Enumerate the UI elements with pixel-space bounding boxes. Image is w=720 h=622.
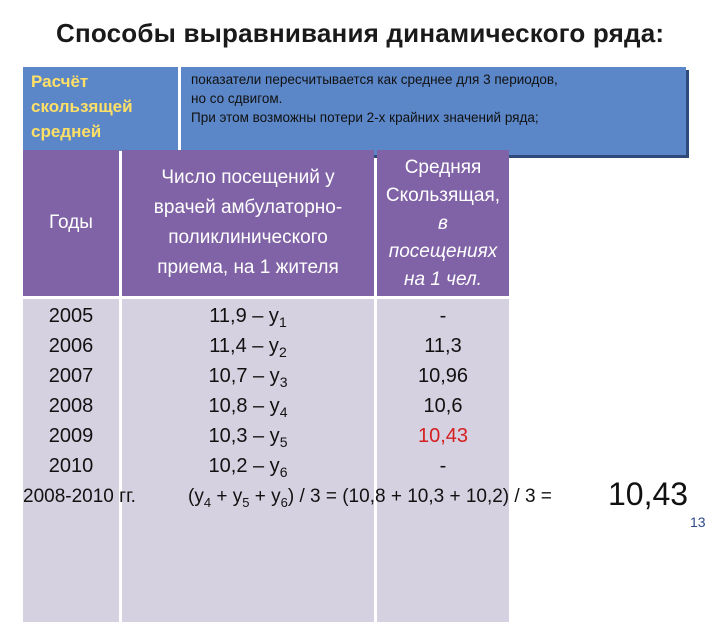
year-cell: 2005 — [48, 305, 94, 327]
header-visits-line: поликлинического — [168, 227, 328, 248]
year-cell: 2009 — [48, 425, 94, 447]
header-visits-line: Число посещений у — [161, 167, 335, 188]
avg-cell: - — [439, 305, 447, 327]
header-avg-line: посещениях — [388, 241, 498, 262]
method-label-line: средней — [31, 122, 102, 141]
formula-period: 2008-2010 гг. — [23, 486, 136, 507]
method-description-box — [181, 67, 686, 155]
formula-expression: $(y_4 + y_5 + y_6) / 3 = (10,8 + 10,3 + 10,2) / 3$ = — [188, 486, 552, 510]
visits-cell: $10,3 - y_5$ — [208, 425, 288, 450]
header-moving-average — [377, 150, 509, 296]
header-avg-line: в — [438, 213, 448, 234]
visits-cell: $10,8 - y_4$ — [208, 395, 288, 420]
year-cell: 2010 — [48, 455, 94, 477]
avg-cell: 11,3 — [424, 335, 462, 357]
avg-cell: - — [439, 455, 447, 477]
description-line: показатели пересчитывается как среднее для 3 периодов, — [191, 72, 558, 87]
method-label-line: Расчёт — [31, 72, 89, 91]
header-avg-line: Скользящая, — [385, 185, 501, 206]
visits-cell: $11,4 - y_2$ — [209, 335, 287, 360]
header-avg-line: Средняя — [404, 157, 482, 178]
description-line: При этом возможны потери 2-х крайних значений ряда; — [191, 110, 539, 125]
header-visits-line: приема, на 1 жителя — [157, 257, 339, 278]
year-cell: 2006 — [48, 335, 94, 357]
avg-cell: 10,6 — [423, 395, 463, 417]
year-cell: 2008 — [48, 395, 94, 417]
year-cell: 2007 — [48, 365, 94, 387]
header-years: Годы — [23, 150, 119, 296]
header-visits-line: врачей амбулаторно- — [153, 197, 343, 218]
slide-title: Способы выравнивания динамического ряда: — [56, 18, 665, 48]
visits-cell: $11,9 - y_1$ — [209, 305, 287, 330]
header-visits — [122, 150, 374, 296]
visits-cell: $10,2 - y_6$ — [208, 455, 288, 480]
header-avg-line: на 1 чел. — [404, 269, 482, 290]
column-moving-average — [377, 299, 509, 622]
avg-cell-highlighted: 10,43 — [417, 425, 469, 447]
visits-cell: $10,7 - y_3$ — [208, 365, 288, 390]
avg-cell: 10,96 — [417, 365, 469, 387]
column-visits — [122, 299, 374, 622]
page-number: 13 — [690, 514, 706, 530]
formula-result: 10,43 — [608, 476, 689, 512]
method-label-box — [23, 67, 178, 151]
method-label-line: скользящей — [31, 97, 133, 116]
column-years — [23, 299, 119, 622]
description-line: но со сдвигом. — [191, 91, 283, 106]
